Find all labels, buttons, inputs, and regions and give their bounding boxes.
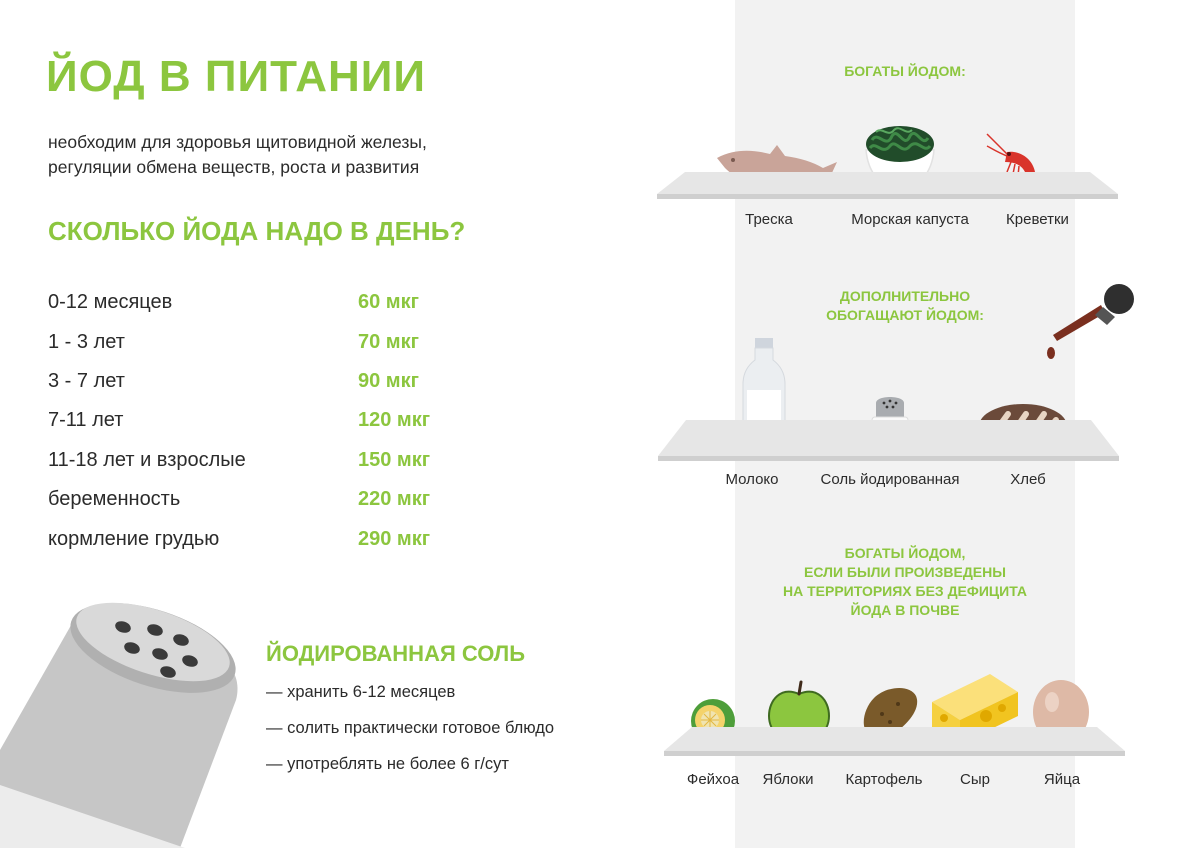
shelf-heading-line: ЕСЛИ БЫЛИ ПРОИЗВЕДЕНЫ xyxy=(804,564,1006,580)
norm-row xyxy=(48,331,488,361)
norm-dose: 70 мкг xyxy=(358,331,419,353)
food-label: Фейхоа xyxy=(686,771,740,788)
shelf-board xyxy=(662,725,1127,759)
norm-row xyxy=(48,449,488,479)
norm-row xyxy=(48,370,488,400)
norm-dose: 120 мкг xyxy=(358,409,431,431)
iodized-salt-heading: ЙОДИРОВАННАЯ СОЛЬ xyxy=(266,641,526,666)
iodine-dropper-icon xyxy=(1045,283,1137,365)
shelf-heading-line: ДОПОЛНИТЕЛЬНО xyxy=(839,288,971,304)
shelf-heading-line: БОГАТЫ ЙОДОМ, xyxy=(844,545,966,561)
shelf-heading-line: НА ТЕРРИТОРИЯХ БЕЗ ДЕФИЦИТА xyxy=(783,583,1027,599)
shelf-board xyxy=(656,418,1121,462)
norm-dose: 150 мкг xyxy=(358,449,431,471)
salt-tip: — употреблять не более 6 г/сут xyxy=(266,755,509,773)
food-label: Сыр xyxy=(960,771,990,788)
norm-age: 3 - 7 лет xyxy=(48,370,125,392)
food-label: Хлеб xyxy=(1010,471,1046,488)
food-label: Креветки xyxy=(1006,211,1069,228)
norm-age: 1 - 3 лет xyxy=(48,331,125,353)
shelf-heading-line: ОБОГАЩАЮТ ЙОДОМ: xyxy=(826,307,984,323)
norm-dose: 90 мкг xyxy=(358,370,419,392)
shelf-heading xyxy=(745,544,1065,620)
shelf-heading xyxy=(755,62,1055,81)
shelf-heading xyxy=(755,287,1055,325)
norm-row xyxy=(48,291,488,321)
daily-dose-heading: СКОЛЬКО ЙОДА НАДО В ДЕНЬ? xyxy=(48,216,466,246)
norm-age: 11-18 лет и взрослые xyxy=(48,449,246,471)
subtitle xyxy=(48,130,568,180)
norm-dose: 220 мкг xyxy=(358,488,431,510)
norm-row xyxy=(48,409,488,439)
norm-row xyxy=(48,488,488,518)
norm-row xyxy=(48,528,488,558)
shelf-heading-line: БОГАТЫ ЙОДОМ: xyxy=(844,63,966,79)
subtitle-line: регуляции обмена веществ, роста и развития xyxy=(48,157,420,177)
food-label: Соль йодированная xyxy=(820,471,960,488)
food-label: Морская капуста xyxy=(851,211,969,228)
shelf-board xyxy=(655,170,1120,202)
food-label: Яблоки xyxy=(762,771,814,788)
norm-dose: 60 мкг xyxy=(358,291,419,313)
norm-age: 0-12 месяцев xyxy=(48,291,173,313)
norm-age: 7-11 лет xyxy=(48,409,124,431)
shelf-heading-line: ЙОДА В ПОЧВЕ xyxy=(850,602,960,618)
subtitle-line: необходим для здоровья щитовидной железы, xyxy=(48,132,427,152)
salt-shaker-illustration-icon xyxy=(0,600,250,848)
salt-tip: — хранить 6-12 месяцев xyxy=(266,683,456,701)
norm-age: беременность xyxy=(48,488,181,510)
salt-tip: — солить практически готовое блюдо xyxy=(266,719,555,737)
norm-dose: 290 мкг xyxy=(358,528,431,550)
food-label: Картофель xyxy=(845,771,923,788)
food-label: Молоко xyxy=(725,471,779,488)
page-title: ЙОД В ПИТАНИИ xyxy=(46,52,426,101)
food-label: Яйца xyxy=(1043,771,1081,788)
food-label: Треска xyxy=(745,211,793,228)
norm-age: кормление грудью xyxy=(48,528,220,550)
